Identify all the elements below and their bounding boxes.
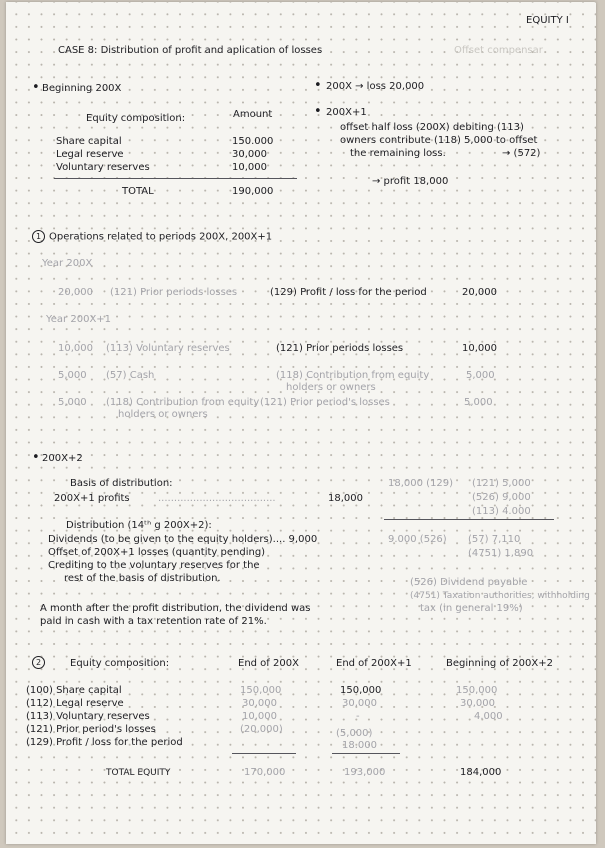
beginning-title: Beginning 200X [42,83,122,94]
entry-debit: holders or owners [118,409,208,420]
table-cell: 30,000 [242,698,277,709]
journal-right: (113) 4.000 [472,506,531,517]
total-cell: 184,000 [460,767,502,778]
table-cell: 18.000 [342,740,377,751]
entry-amount: 10,000 [58,343,93,354]
table-row-label: (113) Voluntary reserves [26,711,150,722]
total-value: 190,000 [232,186,274,197]
entry-amount: 5,000 [58,397,87,408]
row-label: Voluntary reserves [56,162,150,173]
note-line: → (572) [502,148,541,159]
table-cell: 10,000 [242,711,277,722]
row-value: 10,000 [232,162,267,173]
divider-line [384,519,554,520]
journal-right: (4751) 1,890 [468,548,534,559]
entry-credit: (121) Prior periods losses [276,343,404,354]
table-row-label: (100) Share capital [26,685,122,696]
table-header: End of 200X [238,658,299,669]
total-cell: 193,000 [344,767,386,778]
note-profit: → profit 18,000 [372,176,449,187]
journal-note: tax (in general 19%) [420,603,523,614]
journal-note: (4751) Taxation authorities, withholding [410,591,590,601]
journal-left: 18,000 (129) [388,478,454,489]
entry-credit-amount: 20,000 [462,287,497,298]
amount-col-label: Amount [233,109,273,120]
row-value: 30,000 [232,149,267,160]
table-cell: 30,000 [342,698,377,709]
entry-debit: (118) Contribution from equity [106,397,260,408]
total-equity-label: TOTAL EQUITY [106,768,171,778]
table-row-label: (129) Profit / loss for the period [26,737,183,748]
year-label: Year 200X [42,258,93,269]
dist-title: Distribution (14ᵗʰ g 200X+2): [66,520,212,531]
bullet-icon: • [32,450,40,465]
equity-col-label: Equity composition: [86,113,186,124]
row-label: Share capital [56,136,122,147]
journal-right: (121) 5,000 [472,478,531,489]
table-header: Beginning of 200X+2 [446,658,553,669]
note-line: offset half loss (200X) debiting (113) [340,122,524,133]
x2-title: 200X+2 [42,453,83,464]
page-tag: EQUITY I [526,15,569,26]
table-cell: 150,000 [340,685,382,696]
entry-credit-amount: 10,000 [462,343,497,354]
entry-credit: (129) Profit / loss for the period [270,287,427,298]
note-line: owners contribute (118) 5,000 to offset [340,135,538,146]
dotted-leader: ..................................... [158,493,276,504]
entry-credit: holders or owners [286,382,376,393]
table-cell: (20,000) [240,724,283,735]
basis-label: Basis of distribution: [70,478,173,489]
table-cell: 150,000 [456,685,498,696]
entry-credit: (121) Prior period's losses [260,397,390,408]
entry-debit: (57) Cash [106,370,155,381]
table-row-label: (112) Legal reserve [26,698,124,709]
circled-number: 1 [32,230,45,243]
table-header: End of 200X+1 [336,658,412,669]
bullet-icon: • [32,80,40,95]
ghost-case-text: Offset compensar [454,45,543,56]
table-cell: 30,000 [460,698,495,709]
circled-number: 2 [32,656,45,669]
table-cell: 150,000 [240,685,282,696]
entry-amount: 20,000 [58,287,93,298]
table-cell: (5,000) [336,728,373,739]
entry-amount: 5,000 [58,370,87,381]
entry-credit-amount: 5,000 [464,397,493,408]
bullet-icon: • [314,78,322,93]
journal-note: (526) Dividend payable [410,577,528,588]
bullet-icon: • [314,104,322,119]
dist-line: Dividends (to be given to the equity holders).... 9,000 [48,534,318,545]
note-loss: 200X → loss 20,000 [326,81,425,92]
total-label: TOTAL [122,186,154,197]
note-line: the remaining loss. [350,148,446,159]
journal-right: (526) 9,000 [472,492,531,503]
row-label: Legal reserve [56,149,124,160]
entry-debit: (113) Voluntary reserves [106,343,230,354]
journal-left: 9.000 (526) [388,534,447,545]
month-line: paid in cash with a tax retention rate of 21%. [40,616,267,627]
divider-line [332,753,400,754]
entry-debit: (121) Prior periods losses [110,287,238,298]
entry-credit-amount: 5,000 [466,370,495,381]
dist-line: Offset of 200X+1 losses (quantity pending) [48,547,266,558]
table-header: Equity composition: [70,658,170,669]
row-value: 150.000 [232,136,274,147]
divider-line [54,178,297,179]
dist-line: Crediting to the voluntary reserves for the [48,560,260,571]
dist-line: rest of the basis of distribution. [64,573,221,584]
journal-right: (57) 7,110 [468,534,521,545]
case-title: CASE 8: Distribution of profit and aplication of losses [58,45,323,56]
note-year: 200X+1 [326,107,367,118]
table-cell: 4.000 [474,711,503,722]
table-cell: - [356,711,360,722]
divider-line [232,753,296,754]
ops-title: Operations related to periods 200X, 200X+1 [49,231,273,243]
entry-credit: (118) Contribution from equity [276,370,430,381]
month-line: A month after the profit distribution, the dividend was [40,603,311,614]
notebook-page [6,2,596,844]
profits-label: 200X+1 profits [54,493,130,504]
total-cell: 170,000 [244,767,286,778]
profits-value: 18,000 [328,493,363,504]
year-label: Year 200X+1 [46,314,112,325]
table-row-label: (121) Prior period's losses [26,724,156,735]
